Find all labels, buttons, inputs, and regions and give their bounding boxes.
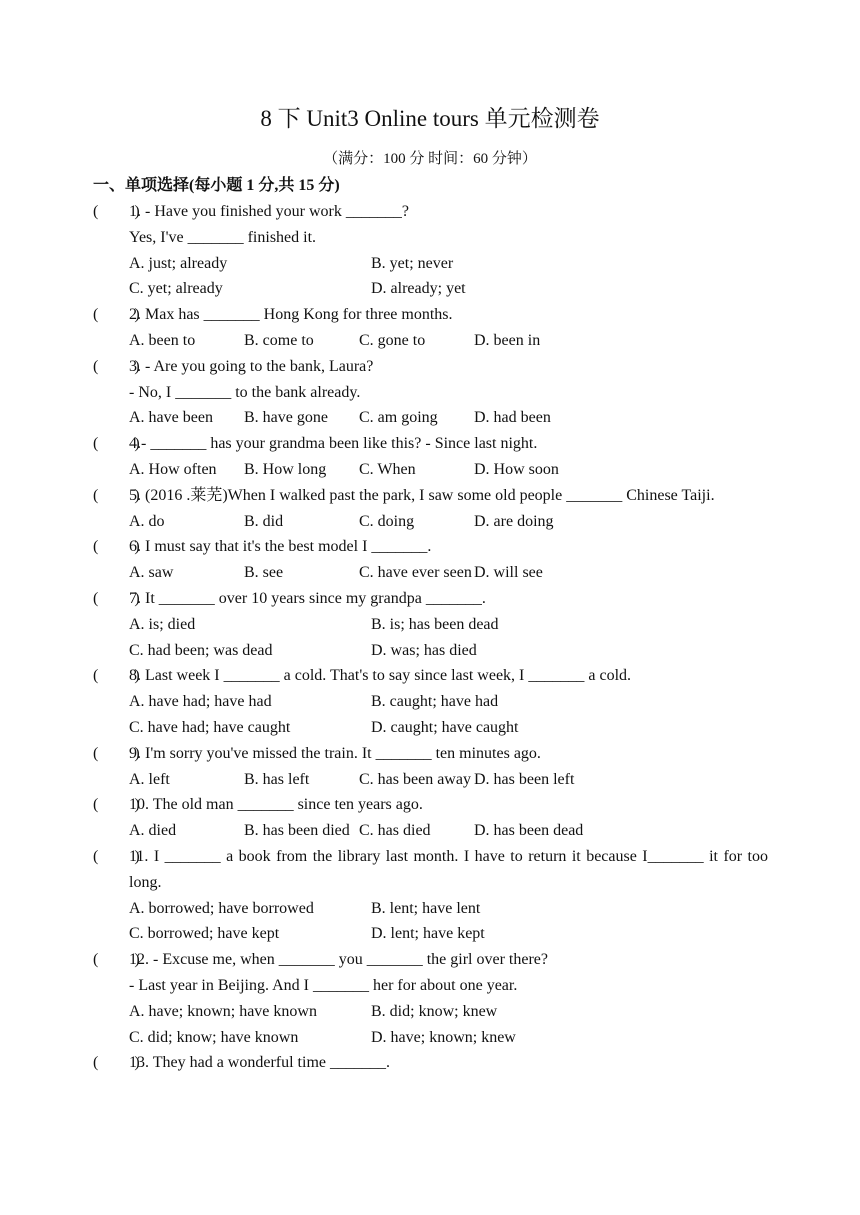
answer-option: B. did (244, 512, 284, 530)
option-row (93, 405, 768, 431)
option-row (93, 715, 768, 741)
answer-option: D. was; has died (371, 641, 477, 659)
option-row (93, 921, 768, 947)
answer-option: B. yet; never (371, 254, 454, 272)
option-row (93, 999, 768, 1025)
question-line: - Last year in Beijing. And I _______ her for about one year. (129, 976, 518, 994)
answer-option: C. borrowed; have kept (129, 925, 280, 943)
answer-option: A. died (129, 822, 177, 840)
answer-option: A. just; already (129, 254, 228, 272)
question-stem: 1. - Have you finished your work _______? (129, 203, 409, 220)
answer-option: D. had been (474, 409, 551, 427)
question-item (93, 663, 768, 740)
answer-option: C. have ever seen (359, 564, 472, 582)
option-row (93, 767, 768, 793)
answer-blank: ( ) (93, 538, 140, 556)
answer-option: D. will see (474, 564, 543, 582)
question-stem: 2. Max has _______ Hong Kong for three months. (129, 306, 453, 324)
question-item (93, 844, 768, 947)
question-item (93, 1050, 768, 1076)
question-item (93, 586, 768, 663)
answer-option: D. has been left (474, 770, 575, 788)
question-item (93, 354, 768, 431)
answer-option: B. come to (244, 331, 314, 349)
answer-option: A. How often (129, 460, 217, 478)
answer-option: A. have had; have had (129, 693, 272, 711)
question-item (93, 534, 768, 586)
answer-option: C. doing (359, 512, 415, 530)
answer-option: B. is; has been dead (371, 615, 499, 633)
option-row (93, 689, 768, 715)
answer-blank: ( ) (93, 847, 140, 865)
question-stem: 5. (2016 .莱芜)When I walked past the park, I saw some old people _______ Chinese Taiji. (129, 486, 715, 504)
question-line: Yes, I've _______ finished it. (129, 228, 317, 246)
answer-blank: ( ) (93, 357, 140, 375)
answer-option: B. has left (244, 770, 310, 788)
answer-option: A. have; known; have known (129, 1002, 317, 1020)
question-stem: 4.- _______ has your grandma been like this? - Since last night. (129, 435, 538, 453)
answer-blank: ( ) (93, 203, 140, 220)
answer-blank: ( ) (93, 744, 140, 762)
question-item (93, 741, 768, 793)
question-item (93, 302, 768, 354)
answer-option: C. When (359, 460, 416, 478)
answer-option: C. gone to (359, 331, 426, 349)
question-list (93, 199, 768, 1076)
answer-option: A. do (129, 512, 165, 530)
answer-option: C. has been away (359, 770, 471, 788)
question-item (93, 199, 768, 302)
answer-option: A. left (129, 770, 170, 788)
option-row (93, 1025, 768, 1051)
answer-blank: ( ) (93, 435, 140, 453)
answer-blank: ( ) (93, 796, 140, 814)
answer-option: D. caught; have caught (371, 718, 519, 736)
answer-option: A. have been (129, 409, 213, 427)
answer-option: B. have gone (244, 409, 328, 427)
answer-blank: ( ) (93, 589, 140, 607)
section-heading: 一、单项选择(每小题 1 分,共 15 分) (93, 177, 340, 194)
question-stem: 8. Last week I _______ a cold. That's to say since last week, I _______ a cold. (129, 667, 632, 685)
answer-option: D. have; known; knew (371, 1028, 516, 1046)
answer-option: A. saw (129, 564, 174, 582)
answer-blank: ( ) (93, 1054, 140, 1072)
option-row (93, 638, 768, 664)
answer-option: A. borrowed; have borrowed (129, 899, 314, 917)
answer-option: D. How soon (474, 460, 559, 478)
option-row (93, 612, 768, 638)
question-stem: 3. - Are you going to the bank, Laura? (129, 357, 374, 375)
answer-blank: ( ) (93, 306, 140, 324)
answer-option: C. has died (359, 822, 431, 840)
option-row (93, 328, 768, 354)
answer-option: D. been in (474, 331, 541, 349)
option-row (93, 251, 768, 277)
page-title: 8 下 Unit3 Online tours 单元检测卷 (260, 106, 600, 131)
answer-option: D. lent; have kept (371, 925, 485, 943)
answer-blank: ( ) (93, 951, 140, 969)
option-row (93, 509, 768, 535)
answer-option: C. am going (359, 409, 438, 427)
option-row (93, 457, 768, 483)
question-item (93, 483, 768, 535)
question-line: - No, I _______ to the bank already. (129, 383, 361, 401)
question-stem: 13. They had a wonderful time _______. (129, 1054, 390, 1072)
question-item (93, 431, 768, 483)
page-subtitle: （满分：100 分 时间：60 分钟） (323, 151, 537, 167)
question-item (93, 792, 768, 844)
option-row (93, 560, 768, 586)
answer-option: C. yet; already (129, 280, 223, 298)
answer-option: B. caught; have had (371, 693, 499, 711)
answer-option: D. has been dead (474, 822, 584, 840)
answer-option: D. already; yet (371, 280, 466, 298)
question-stem: 7. It _______ over 10 years since my grandpa _______. (129, 589, 486, 607)
answer-option: B. see (244, 564, 284, 582)
answer-blank: ( ) (93, 667, 140, 685)
answer-option: B. did; know; knew (371, 1002, 498, 1020)
answer-option: B. How long (244, 460, 327, 478)
answer-option: B. lent; have lent (371, 899, 481, 917)
question-stem: 11. I _______ a book from the library last month. I have to return it because I_______ it for too long. (129, 847, 768, 891)
answer-option: D. are doing (474, 512, 554, 530)
question-stem: 12. - Excuse me, when _______ you _______ the girl over there? (129, 951, 549, 969)
option-row (93, 896, 768, 922)
question-stem: 9. I'm sorry you've missed the train. It _______ ten minutes ago. (129, 744, 541, 762)
question-stem: 10. The old man _______ since ten years ago. (129, 796, 423, 814)
question-stem: 6. I must say that it's the best model I _______. (129, 538, 432, 556)
answer-option: A. been to (129, 331, 196, 349)
answer-option: C. had been; was dead (129, 641, 273, 659)
answer-option: C. did; know; have known (129, 1028, 299, 1046)
answer-option: A. is; died (129, 615, 196, 633)
question-item (93, 947, 768, 1050)
answer-option: B. has been died (244, 822, 350, 840)
answer-blank: ( ) (93, 486, 140, 504)
answer-option: C. have had; have caught (129, 718, 291, 736)
option-row (93, 276, 768, 302)
option-row (93, 818, 768, 844)
